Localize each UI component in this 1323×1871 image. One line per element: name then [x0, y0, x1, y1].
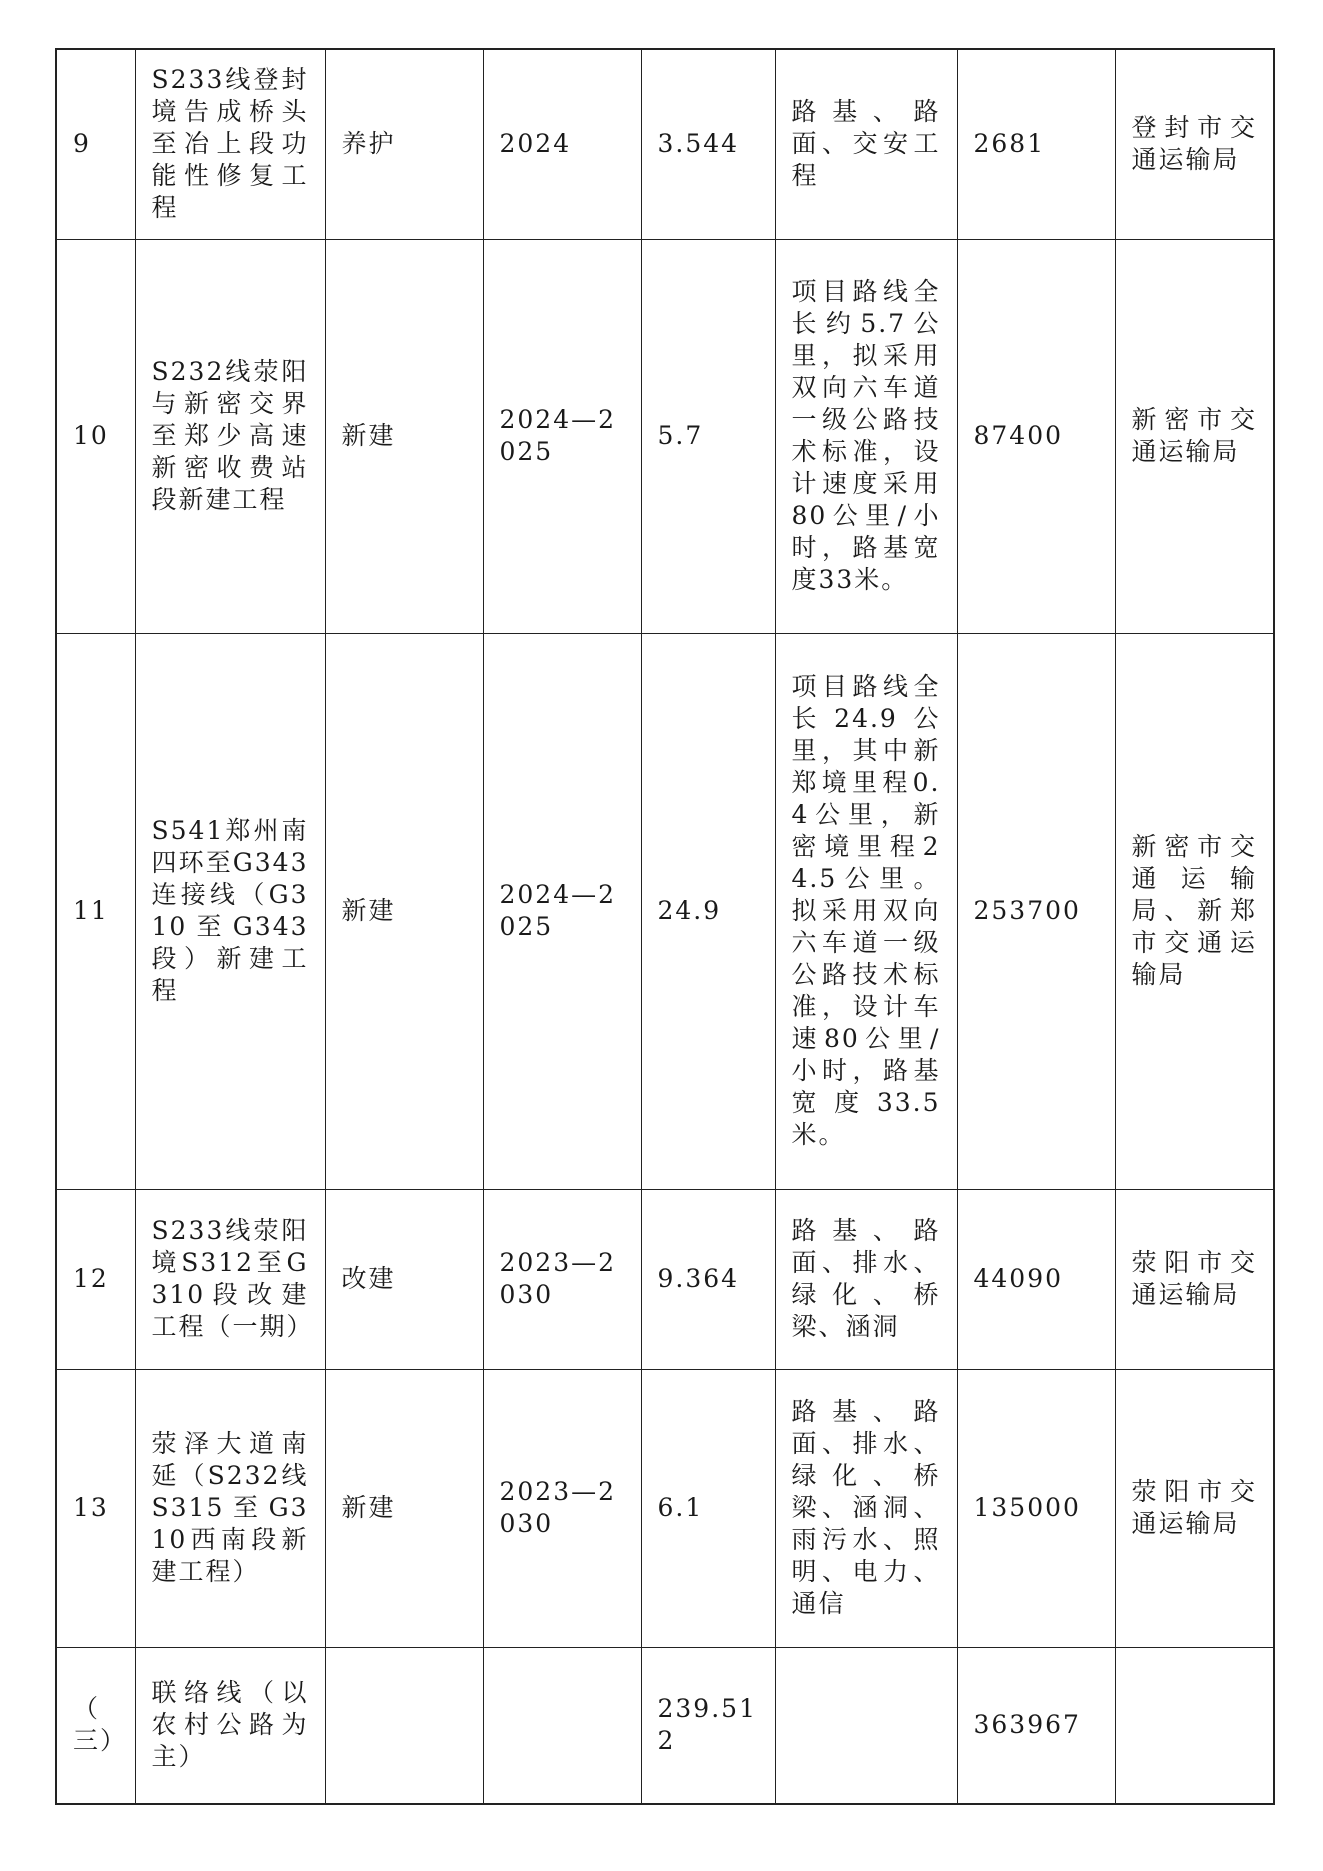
construction-content — [775, 1647, 957, 1804]
construction-type: 新建 — [325, 239, 483, 633]
table-row — [56, 1647, 1274, 1804]
table-row — [56, 239, 1274, 633]
investment: 87400 — [957, 239, 1115, 633]
responsible-unit — [1115, 1647, 1274, 1804]
responsible-unit: 荥阳市交通运输局 — [1115, 1369, 1274, 1647]
row-number: 13 — [56, 1369, 135, 1647]
mileage: 239.512 — [641, 1647, 775, 1804]
mileage: 9.364 — [641, 1189, 775, 1369]
construction-years — [483, 1647, 641, 1804]
construction-type — [325, 1647, 483, 1804]
project-name: 联络线（以农村公路为主） — [135, 1647, 325, 1804]
construction-type: 新建 — [325, 1369, 483, 1647]
responsible-unit: 荥阳市交通运输局 — [1115, 1189, 1274, 1369]
construction-content: 项目路线全长约5.7公里，拟采用双向六车道一级公路技术标准，设计速度采用80公里/小时，路基宽度33米。 — [775, 239, 957, 633]
table-row — [56, 1189, 1274, 1369]
construction-type: 新建 — [325, 633, 483, 1189]
construction-type: 养护 — [325, 49, 483, 239]
table-row — [56, 633, 1274, 1189]
table-row — [56, 49, 1274, 239]
mileage: 3.544 — [641, 49, 775, 239]
construction-years: 2024—2025 — [483, 239, 641, 633]
responsible-unit: 新密市交通运输局、新郑市交通运输局 — [1115, 633, 1274, 1189]
construction-content: 路基、路面、排水、绿化、桥梁、涵洞 — [775, 1189, 957, 1369]
row-number: （三） — [56, 1647, 135, 1804]
investment: 44090 — [957, 1189, 1115, 1369]
construction-content: 路基、路面、交安工程 — [775, 49, 957, 239]
investment: 135000 — [957, 1369, 1115, 1647]
construction-years: 2024 — [483, 49, 641, 239]
project-name: S233线登封境告成桥头至冶上段功能性修复工程 — [135, 49, 325, 239]
investment: 2681 — [957, 49, 1115, 239]
project-name: S232线荥阳与新密交界至郑少高速新密收费站段新建工程 — [135, 239, 325, 633]
row-number: 10 — [56, 239, 135, 633]
mileage: 5.7 — [641, 239, 775, 633]
row-number: 12 — [56, 1189, 135, 1369]
mileage: 6.1 — [641, 1369, 775, 1647]
table-row — [56, 1369, 1274, 1647]
construction-type: 改建 — [325, 1189, 483, 1369]
project-table — [55, 48, 1275, 1805]
construction-content: 路基、路面、排水、绿化、桥梁、涵洞、雨污水、照明、电力、通信 — [775, 1369, 957, 1647]
row-number: 11 — [56, 633, 135, 1189]
mileage: 24.9 — [641, 633, 775, 1189]
construction-years: 2023—2030 — [483, 1189, 641, 1369]
project-name: S233线荥阳境S312至G310段改建工程（一期） — [135, 1189, 325, 1369]
responsible-unit: 新密市交通运输局 — [1115, 239, 1274, 633]
construction-years: 2023—2030 — [483, 1369, 641, 1647]
construction-years: 2024—2025 — [483, 633, 641, 1189]
investment: 363967 — [957, 1647, 1115, 1804]
project-name: 荥泽大道南延（S232线S315至G310西南段新建工程） — [135, 1369, 325, 1647]
project-name: S541郑州南四环至G343连接线（G310至G343段）新建工程 — [135, 633, 325, 1189]
responsible-unit: 登封市交通运输局 — [1115, 49, 1274, 239]
construction-content: 项目路线全长24.9公里，其中新郑境里程0.4公里，新密境里程24.5公里。拟采用双向六车道一级公路技术标准，设计车速80公里/小时，路基宽度33.5米。 — [775, 633, 957, 1189]
row-number: 9 — [56, 49, 135, 239]
investment: 253700 — [957, 633, 1115, 1189]
